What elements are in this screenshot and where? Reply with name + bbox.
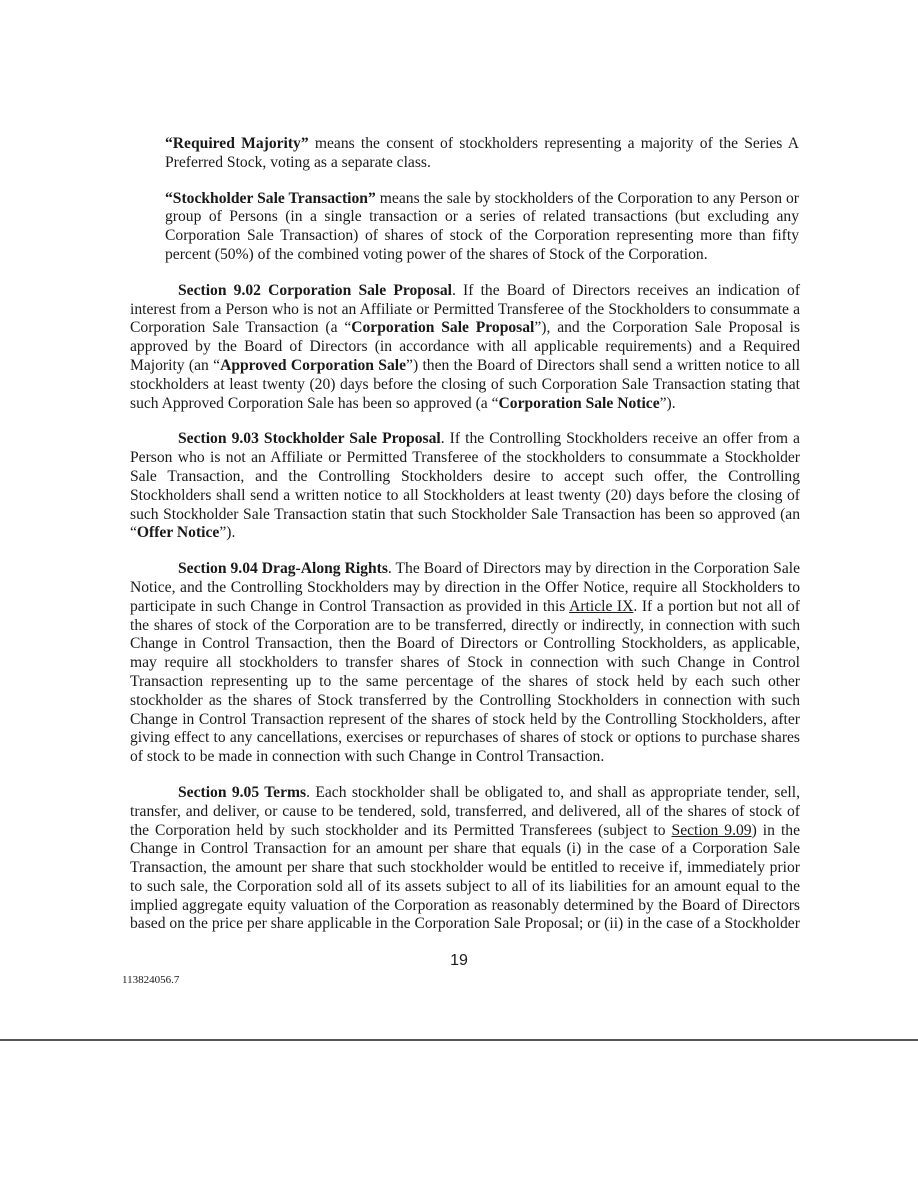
bold-term: “Stockholder Sale Transaction”: [165, 189, 376, 207]
section-9-04: [130, 560, 800, 767]
bold-term: Approved Corporation Sale: [220, 356, 407, 374]
text-run: ”) then the Board of Directors shall send a written notice to all stockholders at least twenty (20) days before the closing of such Corporation Sale Transaction stating that such Approved Corporation Sale has been so approved (a “: [130, 356, 800, 412]
text-run: ”).: [659, 394, 676, 412]
cross-reference: Article IX: [569, 597, 634, 615]
page-number: 19: [450, 952, 468, 970]
page-footer: [0, 951, 918, 1071]
text-run: means the sale by stockholders of the Corporation to any Person or group of Persons (in a single transaction or a series of related transactions (but excluding any Corporation Sale Transaction) of shares of stock of the Corporation representing more than fifty percent (50%) of the combined voting power of the shares of Stock of the Corporation.: [165, 189, 799, 263]
bold-term: “Required Majority”: [165, 135, 309, 152]
definition-stockholder-sale-transaction: [165, 190, 799, 265]
text-run: . The Board of Directors may by direction in the Corporation Sale Notice, and the Controlling Stockholders may by direction in the Offer Notice, require all Stockholders to participate in such Change in Control Transaction as provided in this: [130, 560, 800, 615]
cross-reference: Section 9.09: [671, 821, 752, 839]
bold-term: Section 9.03 Stockholder Sale Proposal: [178, 430, 441, 448]
bold-term: Corporation Sale Notice: [498, 394, 660, 412]
document-id: 113824056.7: [122, 974, 180, 987]
text-run: . If the Controlling Stockholders receive an offer from a Person who is not an Affiliate or Permitted Transferee of the stockholders to consummate a Stockholder Sale Transaction, and the Controlling Stockholders desire to accept such offer, the Controlling Stockholders shall send a written notice to all Stockholders at least twenty (20) days before the closing of such Stockholder Sale Transaction statin that such Stockholder Sale Transaction has been so approved (an “: [130, 430, 800, 542]
text-run: . Each stockholder shall be obligated to, and shall as appropriate tender, sell, transfer, and deliver, or cause to be tendered, sold, transferred, and delivered, all of the shares of stock of the Corporation held by such stockholder and its Permitted Transferees (subject to: [130, 783, 800, 839]
scan-edge-line: [0, 1039, 918, 1041]
bold-term: Section 9.05 Terms: [178, 783, 307, 801]
section-9-05: [130, 784, 800, 934]
text-run: ) in the Change in Control Transaction for an amount per share that equals (i) in the case of a Corporation Sale Transaction, the amount per share that such stockholder would be entitled to receive if, immediately prior to such sale, the Corporation sold all of its assets subject to all of its liabilities for an amount equal to the implied aggregate equity valuation of the Corporation as reasonably determined by the Board of Directors based on the price per share applicable in the Corporation Sale Proposal; or (ii) in the case of a Stockholder: [130, 821, 800, 933]
bold-term: Offer Notice: [136, 524, 220, 542]
bold-term: Section 9.04 Drag-Along Rights: [178, 560, 388, 578]
text-run: means the consent of stockholders representing a majority of the Series A Preferred Stock, voting as a separate class.: [165, 135, 799, 171]
document-body: [0, 135, 918, 934]
bold-term: Section 9.02 Corporation Sale Proposal: [178, 281, 452, 299]
section-9-03: [130, 430, 800, 543]
definition-required-majority: [165, 135, 799, 173]
bold-term: Corporation Sale Proposal: [351, 319, 535, 337]
text-run: ”), and the Corporation Sale Proposal is approved by the Board of Directors (in accordance with all applicable requirements) and a Required Majority (an “: [130, 319, 801, 374]
text-run: ”).: [219, 524, 236, 542]
section-9-02: [130, 282, 800, 414]
text-run: . If the Board of Directors receives an indication of interest from a Person who is not an Affiliate or Permitted Transferee of the Stockholders to consummate a Corporation Sale Transaction (a “: [130, 281, 801, 337]
text-run: . If a portion but not all of the shares of stock of the Corporation are to be transferred, directly or indirectly, in connection with such Change in Control Transaction, then the Board of Directors or Controlling Stockholders, as applicable, may require all stockholders to transfer shares of Stock in connection with such Change in Control Transaction representing up to the same percentage of the shares of stock held by each such other stockholder as the shares of Stock transferred by the Controlling Stockholders in connection with such Change in Control Transaction represent of the shares of stock held by the Controlling Stockholders, after giving effect to any cancellations, exercises or repurchases of shares of stock or options to purchase shares of stock to be made in connection with such Change in Control Transaction.: [130, 597, 800, 766]
